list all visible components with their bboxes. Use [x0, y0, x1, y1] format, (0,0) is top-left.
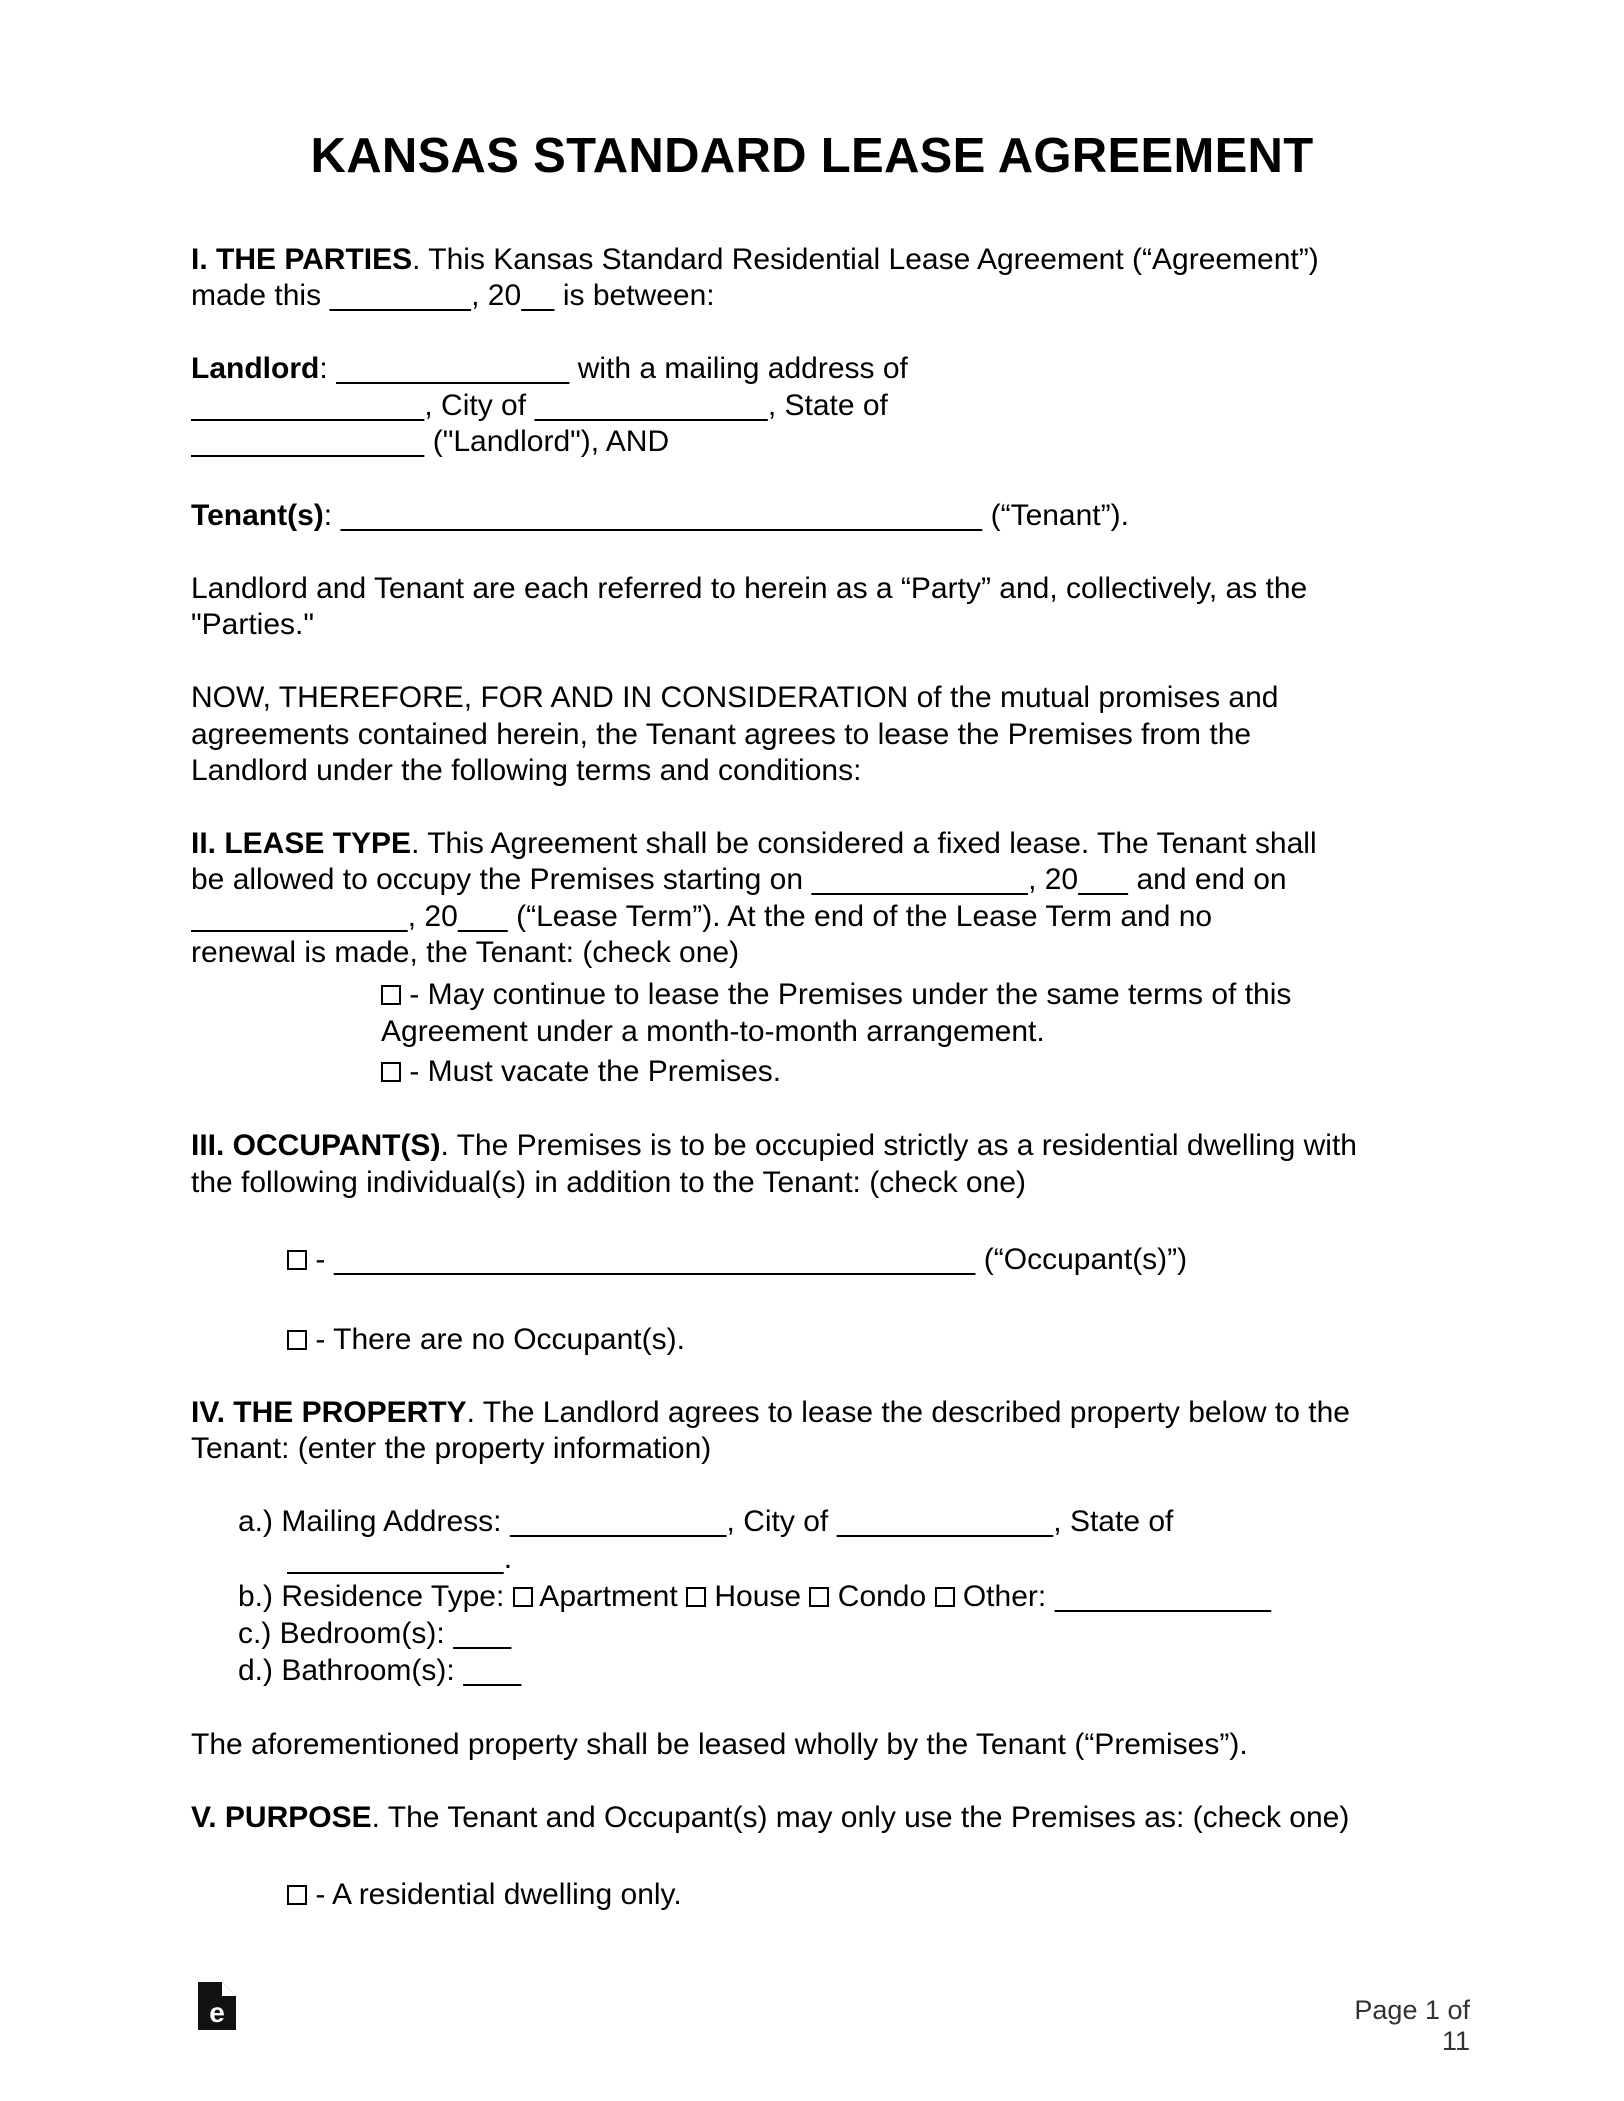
landlord-line-3: ("Landlord"), AND [191, 423, 1481, 460]
page-number: Page 1 of 11 [1354, 1995, 1470, 2056]
document-title: KANSAS STANDARD LEASE AGREEMENT [310, 129, 1314, 183]
tenant-label: Tenant(s) [191, 499, 324, 532]
landlord-label: Landlord [191, 352, 320, 385]
occupants-line-2: the following individual(s) in addition to the Tenant: (check one) [191, 1166, 1026, 1199]
property-item-a: a.) Mailing Address: , City of , State of [238, 1505, 1174, 1538]
property-closing: The aforementioned property shall be leased wholly by the Tenant (“Premises”). [191, 1728, 1248, 1761]
agreement-year-blank[interactable] [521, 279, 554, 312]
purpose-heading: V. PURPOSE [191, 1801, 372, 1834]
lease-start-date-blank[interactable] [811, 863, 1028, 896]
occupants-option-named: - (“Occupant(s)”) [287, 1241, 1487, 1278]
checkbox-month-to-month[interactable] [381, 985, 401, 1005]
occupants-option-none: - There are no Occupant(s). [287, 1321, 1487, 1358]
property-item-c: c.) Bedroom(s): [238, 1615, 1488, 1652]
lease-type-line-2: be allowed to occupy the Premises starting on , 20 and end on [191, 863, 1287, 896]
checkbox-house[interactable] [686, 1587, 706, 1607]
bedrooms-blank[interactable] [453, 1617, 511, 1650]
landlord-city-blank[interactable] [534, 389, 767, 422]
parties-heading: I. THE PARTIES [191, 243, 413, 276]
purpose-line-1: V. PURPOSE. The Tenant and Occupant(s) may only use the Premises as: (check one) [191, 1801, 1350, 1834]
consideration-line-3: Landlord under the following terms and conditions: [191, 754, 862, 787]
property-address-blank[interactable] [510, 1505, 727, 1538]
lease-option-vacate: - Must vacate the Premises. [381, 1053, 1481, 1090]
checkbox-other[interactable] [935, 1587, 955, 1607]
checkbox-residential-only[interactable] [287, 1885, 307, 1905]
checkbox-no-occupants[interactable] [287, 1330, 307, 1350]
property-line-2: Tenant: (enter the property information) [191, 1432, 712, 1465]
landlord-name-blank[interactable] [336, 352, 569, 385]
consideration-line-2: agreements contained herein, the Tenant agrees to lease the Premises from the [191, 718, 1252, 751]
tenant-name-blank[interactable] [340, 499, 982, 532]
property-item-b: b.) Residence Type: Apartment House Condo Other: [238, 1578, 1488, 1615]
lease-type-line-3: , 20 (“Lease Term”). At the end of the Lease Term and no [191, 898, 1481, 935]
svg-text:e: e [209, 1997, 225, 2028]
residence-other-blank[interactable] [1055, 1580, 1272, 1613]
lease-start-year-blank[interactable] [1078, 863, 1128, 896]
party-definition-line-1: Landlord and Tenant are each referred to herein as a “Party” and, collectively, as the [191, 572, 1308, 605]
tenant-line: Tenant(s): (“Tenant”). [191, 499, 1129, 532]
lease-end-date-blank[interactable] [191, 900, 408, 933]
consideration-line-1: NOW, THEREFORE, FOR AND IN CONSIDERATION of the mutual promises and [191, 681, 1279, 714]
property-item-a-cont: . [287, 1540, 1487, 1577]
landlord-line-2: , City of , State of [191, 387, 1481, 424]
landlord-line-1: Landlord: with a mailing address of [191, 352, 908, 385]
property-city-blank[interactable] [837, 1505, 1054, 1538]
parties-line-1: I. THE PARTIES. This Kansas Standard Residential Lease Agreement (“Agreement”) [191, 243, 1319, 276]
lease-end-year-blank[interactable] [458, 900, 508, 933]
purpose-option-residential: - A residential dwelling only. [287, 1876, 1487, 1913]
agreement-date-blank[interactable] [329, 279, 471, 312]
lease-type-line-1: II. LEASE TYPE. This Agreement shall be considered a fixed lease. The Tenant shall [191, 827, 1317, 860]
lease-option-month-to-month-cont: Agreement under a month-to-month arrangement. [381, 1015, 1045, 1048]
checkbox-occupants-named[interactable] [287, 1250, 307, 1270]
occupants-names-blank[interactable] [334, 1243, 976, 1276]
checkbox-apartment[interactable] [513, 1587, 533, 1607]
property-item-d: d.) Bathroom(s): [238, 1652, 1488, 1689]
occupants-line-1: III. OCCUPANT(S). The Premises is to be occupied strictly as a residential dwelling with [191, 1129, 1357, 1162]
bathrooms-blank[interactable] [463, 1654, 521, 1687]
lease-type-heading: II. LEASE TYPE [191, 827, 412, 860]
landlord-address-blank[interactable] [191, 389, 424, 422]
party-definition-line-2: "Parties." [191, 608, 315, 641]
lease-type-line-4: renewal is made, the Tenant: (check one) [191, 936, 740, 969]
parties-line-2: made this , 20 is between: [191, 279, 715, 312]
property-line-1: IV. THE PROPERTY. The Landlord agrees to lease the described property below to the [191, 1396, 1350, 1429]
occupants-heading: III. OCCUPANT(S) [191, 1129, 441, 1162]
lease-option-month-to-month: - May continue to lease the Premises under the same terms of this [381, 976, 1481, 1013]
property-heading: IV. THE PROPERTY [191, 1396, 467, 1429]
property-state-blank[interactable] [287, 1542, 504, 1575]
checkbox-must-vacate[interactable] [381, 1062, 401, 1082]
landlord-state-blank[interactable] [191, 425, 424, 458]
checkbox-condo[interactable] [809, 1587, 829, 1607]
eforms-logo-icon [198, 1982, 236, 2030]
